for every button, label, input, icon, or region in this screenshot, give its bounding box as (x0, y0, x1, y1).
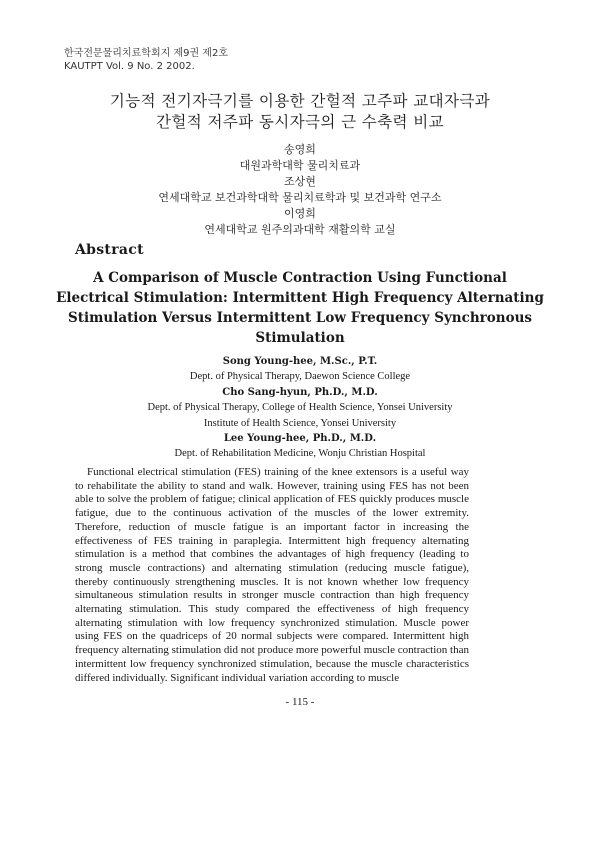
abstract-heading: Abstract (75, 242, 144, 258)
english-title-line-1: A Comparison of Muscle Contraction Using Functional (93, 270, 507, 286)
english-author-affiliation: Dept. of Physical Therapy, Daewon Science College (189, 371, 411, 383)
english-author-name: Lee Young-hee, Ph.D., M.D. (223, 433, 377, 445)
english-title (40, 268, 560, 348)
journal-header (64, 47, 228, 73)
korean-author-name: 송영희 (284, 143, 316, 156)
korean-author-affiliation: 대원과학대학 물리치료과 (239, 159, 361, 172)
korean-author-name: 이영희 (284, 207, 316, 220)
english-author-affiliation: Institute of Health Science, Yonsei University (203, 417, 397, 429)
english-title-line-2: Electrical Stimulation: Intermittent High Frequency Alternating (56, 290, 544, 306)
english-author-block (0, 354, 600, 462)
journal-name-korean: 한국전문물리치료학회지 제9권 제2호 (64, 48, 228, 59)
korean-author-name: 조상현 (284, 175, 316, 188)
korean-author-block (0, 142, 600, 238)
english-author-affiliation: Dept. of Rehabilitation Medicine, Wonju Christian Hospital (174, 448, 426, 460)
journal-citation: KAUTPT Vol. 9 No. 2 2002. (64, 61, 195, 72)
korean-author-affiliation: 연세대학교 원주의과대학 재활의학 교실 (204, 223, 396, 236)
korean-title (0, 91, 600, 133)
korean-author-affiliation: 연세대학교 보건과학대학 물리치료학과 및 보건과학 연구소 (158, 191, 442, 204)
korean-title-line-2: 간헐적 저주파 동시자극의 근 수축력 비교 (156, 113, 444, 131)
english-author-name: Cho Sang-hyun, Ph.D., M.D. (222, 386, 378, 398)
korean-title-line-1: 기능적 전기자극기를 이용한 간헐적 고주파 교대자극과 (109, 92, 491, 110)
english-author-affiliation: Dept. of Physical Therapy, College of Health Science, Yonsei University (147, 402, 453, 414)
english-title-line-4: Stimulation (255, 330, 345, 346)
page-number: - 115 - (285, 696, 315, 708)
abstract-body: Functional electrical stimulation (FES) training of the knee extensors is a useful way to rehabilitate the ability to stand and walk. However, training using FES has not been able to solve the problem of fatigue; clinical application of FES quickly produces muscle fatigue, due to the continuous activation of the muscles of the lower extremity. Therefore, reduction of muscle fatigue is an important factor in increasing the effectiveness of FES training in paraplegia. Intermittent high frequency alternating stimulation is a method that combines the advantages of high frequency (leading to strong muscle contractions) and alternating stimulation (reducing muscle fatigue), thereby continuously strengthening muscles. It is not known whether low frequency simultaneous stimulation results in stronger muscle contraction than high frequency alternating stimulation. This study compared the effectiveness of high frequency alternating stimulation with low frequency synchronized stimulation. Muscle power using FES on the quadriceps of 20 normal subjects were compared. Intermittent high frequency alternating stimulation did not produce more powerful muscle contraction than intermittent low frequency synchronized stimulation, because the muscle characteristics differed individually. Significant individual variation according to muscle (75, 466, 469, 684)
english-author-name: Song Young-hee, M.Sc., P.T. (222, 356, 378, 367)
english-title-line-3: Stimulation Versus Intermittent Low Frequency Synchronous (67, 310, 532, 326)
